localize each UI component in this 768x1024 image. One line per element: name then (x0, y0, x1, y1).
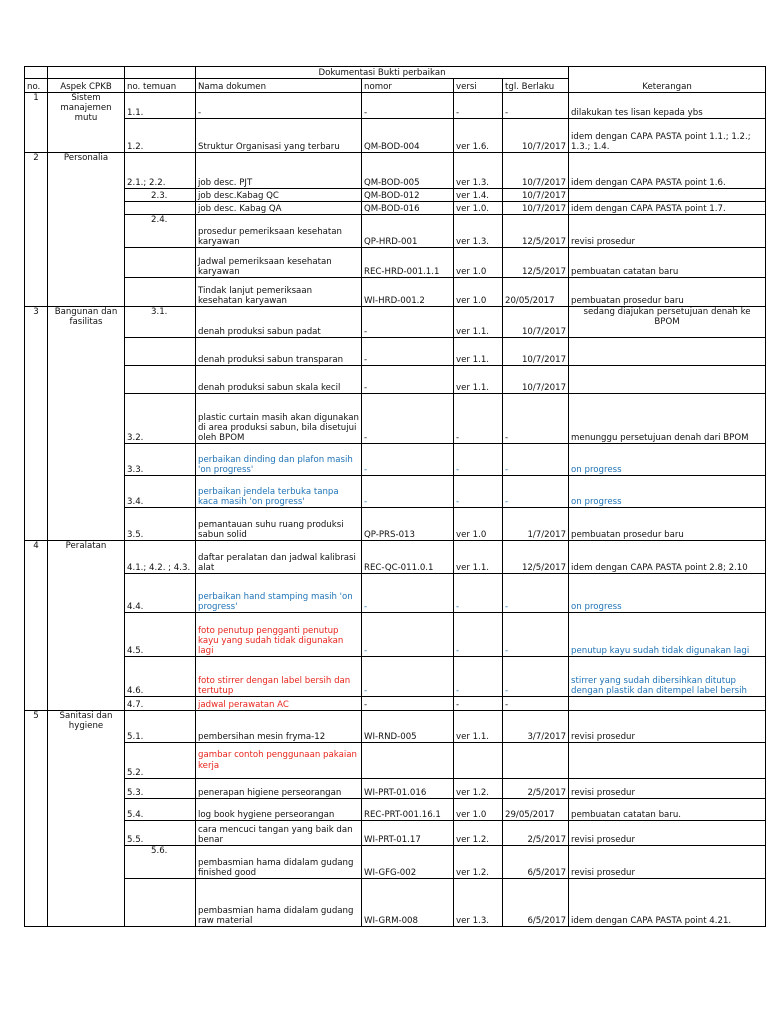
cell-nomor: QM-BOD-016 (362, 202, 454, 215)
cell-ket: pembuatan prosedur baru (569, 508, 766, 541)
cell-versi: - (454, 613, 503, 657)
section-aspek: Bangunan dan fasilitas (48, 307, 125, 541)
cell-nomor: - (362, 338, 454, 366)
section-no: 2 (25, 153, 48, 307)
cell-nama: log book hygiene perseorangan (196, 799, 362, 821)
table-row (25, 278, 766, 307)
cell-temuan (125, 278, 196, 307)
cell-tgl: - (503, 657, 569, 697)
cell-nama: Tindak lanjut pemeriksaan kesehatan karyawan (196, 278, 362, 307)
cell-tgl: - (503, 574, 569, 613)
header-group-row (25, 67, 766, 79)
cell-tgl: 10/7/2017 (503, 202, 569, 215)
cell-temuan: 5.5. (125, 821, 196, 846)
cell-versi: ver 1.3. (454, 879, 503, 927)
cell-tgl: 2/5/2017 (503, 821, 569, 846)
table-row (25, 153, 766, 189)
cell-ket (569, 743, 766, 779)
cell-temuan: 4.7. (125, 697, 196, 711)
section-no: 3 (25, 307, 48, 541)
cell-nama: perbaikan hand stamping masih 'on progress' (196, 574, 362, 613)
table-row (25, 846, 766, 879)
cell-tgl: 6/5/2017 (503, 846, 569, 879)
cell-nomor (362, 743, 454, 779)
table-row (25, 697, 766, 711)
cell-temuan: 3.4. (125, 476, 196, 508)
cell-nama: job desc. PJT (196, 153, 362, 189)
cell-nomor: WI-PRT-01.016 (362, 779, 454, 799)
cell-nomor: WI-PRT-01.17 (362, 821, 454, 846)
cell-versi: ver 1.0. (454, 202, 503, 215)
table-row (25, 657, 766, 697)
table-row (25, 541, 766, 574)
table-row (25, 338, 766, 366)
cell-ket (569, 697, 766, 711)
cell-nama: pemantauan suhu ruang produksi sabun solid (196, 508, 362, 541)
cell-nama: foto penutup pengganti penutup kayu yang sudah tidak digunakan lagi (196, 613, 362, 657)
cell-ket (569, 189, 766, 202)
cell-nama: penerapan higiene perseorangan (196, 779, 362, 799)
cell-versi: ver 1.3. (454, 215, 503, 248)
cell-nomor: - (362, 93, 454, 119)
cell-nomor: WI-GRM-008 (362, 879, 454, 927)
cell-ket: revisi prosedur (569, 711, 766, 743)
header-nama: Nama dokumen (196, 79, 362, 93)
cell-versi: ver 1.0 (454, 248, 503, 278)
cell-versi: - (454, 394, 503, 444)
cell-ket: revisi prosedur (569, 821, 766, 846)
cell-nama: foto stirrer dengan label bersih dan tertutup (196, 657, 362, 697)
cell-nomor: REC-PRT-001.16.1 (362, 799, 454, 821)
cell-tgl: - (503, 613, 569, 657)
cell-nomor: - (362, 476, 454, 508)
cell-versi: ver 1.2. (454, 846, 503, 879)
cell-nama: pembersihan mesin fryma-12 (196, 711, 362, 743)
cell-nomor: - (362, 394, 454, 444)
cell-ket: revisi prosedur (569, 215, 766, 248)
cell-ket: on progress (569, 476, 766, 508)
cell-nama: Struktur Organisasi yang terbaru (196, 119, 362, 153)
cell-versi: - (454, 657, 503, 697)
cell-tgl: 6/5/2017 (503, 879, 569, 927)
table-row (25, 879, 766, 927)
cell-versi: ver 1.3. (454, 153, 503, 189)
cell-nama: pembasmian hama didalam gudang finished good (196, 846, 362, 879)
cell-temuan: 4.6. (125, 657, 196, 697)
section-no: 5 (25, 711, 48, 927)
cell-nama: jadwal perawatan AC (196, 697, 362, 711)
cell-nama: job desc. Kabag QA (196, 202, 362, 215)
cell-ket: idem dengan CAPA PASTA point 1.1.; 1.2.; 1.3.; 1.4. (569, 119, 766, 153)
cell-temuan: 4.5. (125, 613, 196, 657)
cell-versi: ver 1.0 (454, 799, 503, 821)
cell-temuan (125, 366, 196, 394)
cell-nama: perbaikan dinding dan plafon masih 'on progress' (196, 444, 362, 476)
cell-nomor: - (362, 613, 454, 657)
cell-versi: ver 1.0 (454, 278, 503, 307)
cell-nomor: WI-HRD-001.2 (362, 278, 454, 307)
cell-temuan: 2.1.; 2.2. (125, 153, 196, 189)
cell-versi: ver 1.6. (454, 119, 503, 153)
cell-tgl: - (503, 697, 569, 711)
table-row (25, 394, 766, 444)
cell-tgl: 10/7/2017 (503, 153, 569, 189)
section-no: 4 (25, 541, 48, 711)
cell-versi: ver 1.1. (454, 366, 503, 394)
table-row (25, 215, 766, 248)
section-aspek: Sanitasi dan hygiene (48, 711, 125, 927)
table-row (25, 613, 766, 657)
cell-temuan: 2.4. (125, 215, 196, 248)
cell-ket (569, 366, 766, 394)
cell-ket: menunggu persetujuan denah dari BPOM (569, 394, 766, 444)
cell-ket: idem dengan CAPA PASTA point 4.21. (569, 879, 766, 927)
header-blank (48, 67, 125, 79)
cell-ket: idem dengan CAPA PASTA point 1.6. (569, 153, 766, 189)
cell-ket: dilakukan tes lisan kepada ybs (569, 93, 766, 119)
cell-nomor: QM-BOD-012 (362, 189, 454, 202)
cell-tgl (503, 743, 569, 779)
capa-document-table (24, 66, 766, 927)
cell-nomor: - (362, 697, 454, 711)
cell-nomor: WI-GFG-002 (362, 846, 454, 879)
section-aspek: Sistem manajemen mutu (48, 93, 125, 153)
header-blank (125, 67, 196, 79)
table-row (25, 202, 766, 215)
header-blank (25, 67, 48, 79)
cell-tgl: 3/7/2017 (503, 711, 569, 743)
cell-temuan: 2.3. (125, 189, 196, 202)
cell-temuan: 3.2. (125, 394, 196, 444)
cell-nama: job desc.Kabag QC (196, 189, 362, 202)
cell-ket: idem dengan CAPA PASTA point 1.7. (569, 202, 766, 215)
cell-nomor: QM-BOD-005 (362, 153, 454, 189)
cell-tgl: 10/7/2017 (503, 338, 569, 366)
cell-nama: denah produksi sabun padat (196, 307, 362, 338)
cell-nomor: - (362, 657, 454, 697)
header-no: no. (25, 79, 48, 93)
cell-nomor: - (362, 444, 454, 476)
cell-tgl: 12/5/2017 (503, 248, 569, 278)
cell-tgl: - (503, 444, 569, 476)
cell-temuan: 5.4. (125, 799, 196, 821)
table-row (25, 508, 766, 541)
table-row (25, 779, 766, 799)
section-aspek: Personalia (48, 153, 125, 307)
cell-temuan: 5.3. (125, 779, 196, 799)
cell-tgl: 12/5/2017 (503, 541, 569, 574)
cell-tgl: 10/7/2017 (503, 119, 569, 153)
cell-temuan (125, 338, 196, 366)
table-row (25, 743, 766, 779)
cell-nama: pembasmian hama didalam gudang raw material (196, 879, 362, 927)
section-no: 1 (25, 93, 48, 153)
table-row (25, 799, 766, 821)
cell-tgl: 10/7/2017 (503, 307, 569, 338)
table-row (25, 574, 766, 613)
header-nomor: nomor (362, 79, 454, 93)
cell-nama: perbaikan jendela terbuka tanpa kaca masih 'on progress' (196, 476, 362, 508)
cell-temuan: 5.2. (125, 743, 196, 779)
table-row (25, 248, 766, 278)
cell-nomor: - (362, 366, 454, 394)
cell-nama: - (196, 93, 362, 119)
cell-versi: - (454, 444, 503, 476)
header-versi: versi (454, 79, 503, 93)
cell-temuan (125, 879, 196, 927)
cell-nomor: QP-HRD-001 (362, 215, 454, 248)
cell-nomor: WI-RND-005 (362, 711, 454, 743)
cell-ket: revisi prosedur (569, 779, 766, 799)
table-row (25, 119, 766, 153)
cell-tgl: - (503, 93, 569, 119)
cell-temuan: 5.6. (125, 846, 196, 879)
header-tgl: tgl. Berlaku (503, 79, 569, 93)
cell-temuan: 3.1. (125, 307, 196, 338)
cell-nama: denah produksi sabun transparan (196, 338, 362, 366)
header-group-title: Dokumentasi Bukti perbaikan (196, 67, 569, 79)
cell-nama: Jadwal pemeriksaan kesehatan karyawan (196, 248, 362, 278)
cell-versi: - (454, 697, 503, 711)
table-row (25, 821, 766, 846)
table-row (25, 307, 766, 338)
cell-versi: - (454, 574, 503, 613)
cell-temuan: 4.1.; 4.2. ; 4.3. (125, 541, 196, 574)
cell-nomor: - (362, 307, 454, 338)
cell-versi: ver 1.0 (454, 508, 503, 541)
header-keterangan: Keterangan (569, 67, 766, 93)
cell-ket: revisi prosedur (569, 846, 766, 879)
cell-versi: ver 1.1. (454, 541, 503, 574)
cell-versi: ver 1.1. (454, 711, 503, 743)
table-row (25, 444, 766, 476)
cell-temuan: 3.5. (125, 508, 196, 541)
cell-versi: ver 1.1. (454, 307, 503, 338)
table-row (25, 476, 766, 508)
cell-nama: denah produksi sabun skala kecil (196, 366, 362, 394)
cell-nomor: REC-QC-011.0.1 (362, 541, 454, 574)
cell-ket: pembuatan catatan baru (569, 248, 766, 278)
table-row (25, 711, 766, 743)
cell-nomor: QP-PRS-013 (362, 508, 454, 541)
cell-temuan (125, 248, 196, 278)
cell-tgl: 20/05/2017 (503, 278, 569, 307)
cell-versi: - (454, 476, 503, 508)
cell-nama: cara mencuci tangan yang baik dan benar (196, 821, 362, 846)
cell-nomor: REC-HRD-001.1.1 (362, 248, 454, 278)
table-row (25, 189, 766, 202)
cell-tgl: 29/05/2017 (503, 799, 569, 821)
table-row (25, 366, 766, 394)
cell-tgl: - (503, 476, 569, 508)
cell-versi: ver 1.1. (454, 338, 503, 366)
cell-ket: stirrer yang sudah dibersihkan ditutup dengan plastik dan ditempel label bersih (569, 657, 766, 697)
cell-ket: penutup kayu sudah tidak digunakan lagi (569, 613, 766, 657)
cell-nama: gambar contoh penggunaan pakaian kerja (196, 743, 362, 779)
cell-ket: pembuatan prosedur baru (569, 278, 766, 307)
cell-tgl: 10/7/2017 (503, 366, 569, 394)
header-temuan: no. temuan (125, 79, 196, 93)
cell-ket: pembuatan catatan baru. (569, 799, 766, 821)
cell-nomor: - (362, 574, 454, 613)
cell-ket: on progress (569, 444, 766, 476)
cell-versi: ver 1.2. (454, 821, 503, 846)
cell-ket: idem dengan CAPA PASTA point 2.8; 2.10 (569, 541, 766, 574)
section-aspek: Peralatan (48, 541, 125, 711)
cell-temuan: 1.2. (125, 119, 196, 153)
cell-temuan: 5.1. (125, 711, 196, 743)
cell-versi: ver 1.2. (454, 779, 503, 799)
cell-versi (454, 743, 503, 779)
table-row (25, 93, 766, 119)
cell-nama: daftar peralatan dan jadwal kalibrasi alat (196, 541, 362, 574)
cell-temuan: 3.3. (125, 444, 196, 476)
cell-tgl: 12/5/2017 (503, 215, 569, 248)
cell-versi: - (454, 93, 503, 119)
cell-ket (569, 338, 766, 366)
cell-versi: ver 1.4. (454, 189, 503, 202)
cell-nama: plastic curtain masih akan digunakan di area produksi sabun, bila disetujui oleh BPOM (196, 394, 362, 444)
cell-ket: sedang diajukan persetujuan denah ke BPOM (569, 307, 766, 338)
cell-tgl: 10/7/2017 (503, 189, 569, 202)
cell-nomor: QM-BOD-004 (362, 119, 454, 153)
cell-temuan (125, 202, 196, 215)
cell-ket: on progress (569, 574, 766, 613)
cell-tgl: - (503, 394, 569, 444)
cell-temuan: 1.1. (125, 93, 196, 119)
cell-tgl: 1/7/2017 (503, 508, 569, 541)
cell-temuan: 4.4. (125, 574, 196, 613)
cell-nama: prosedur pemeriksaan kesehatan karyawan (196, 215, 362, 248)
header-aspek: Aspek CPKB (48, 79, 125, 93)
cell-tgl: 2/5/2017 (503, 779, 569, 799)
